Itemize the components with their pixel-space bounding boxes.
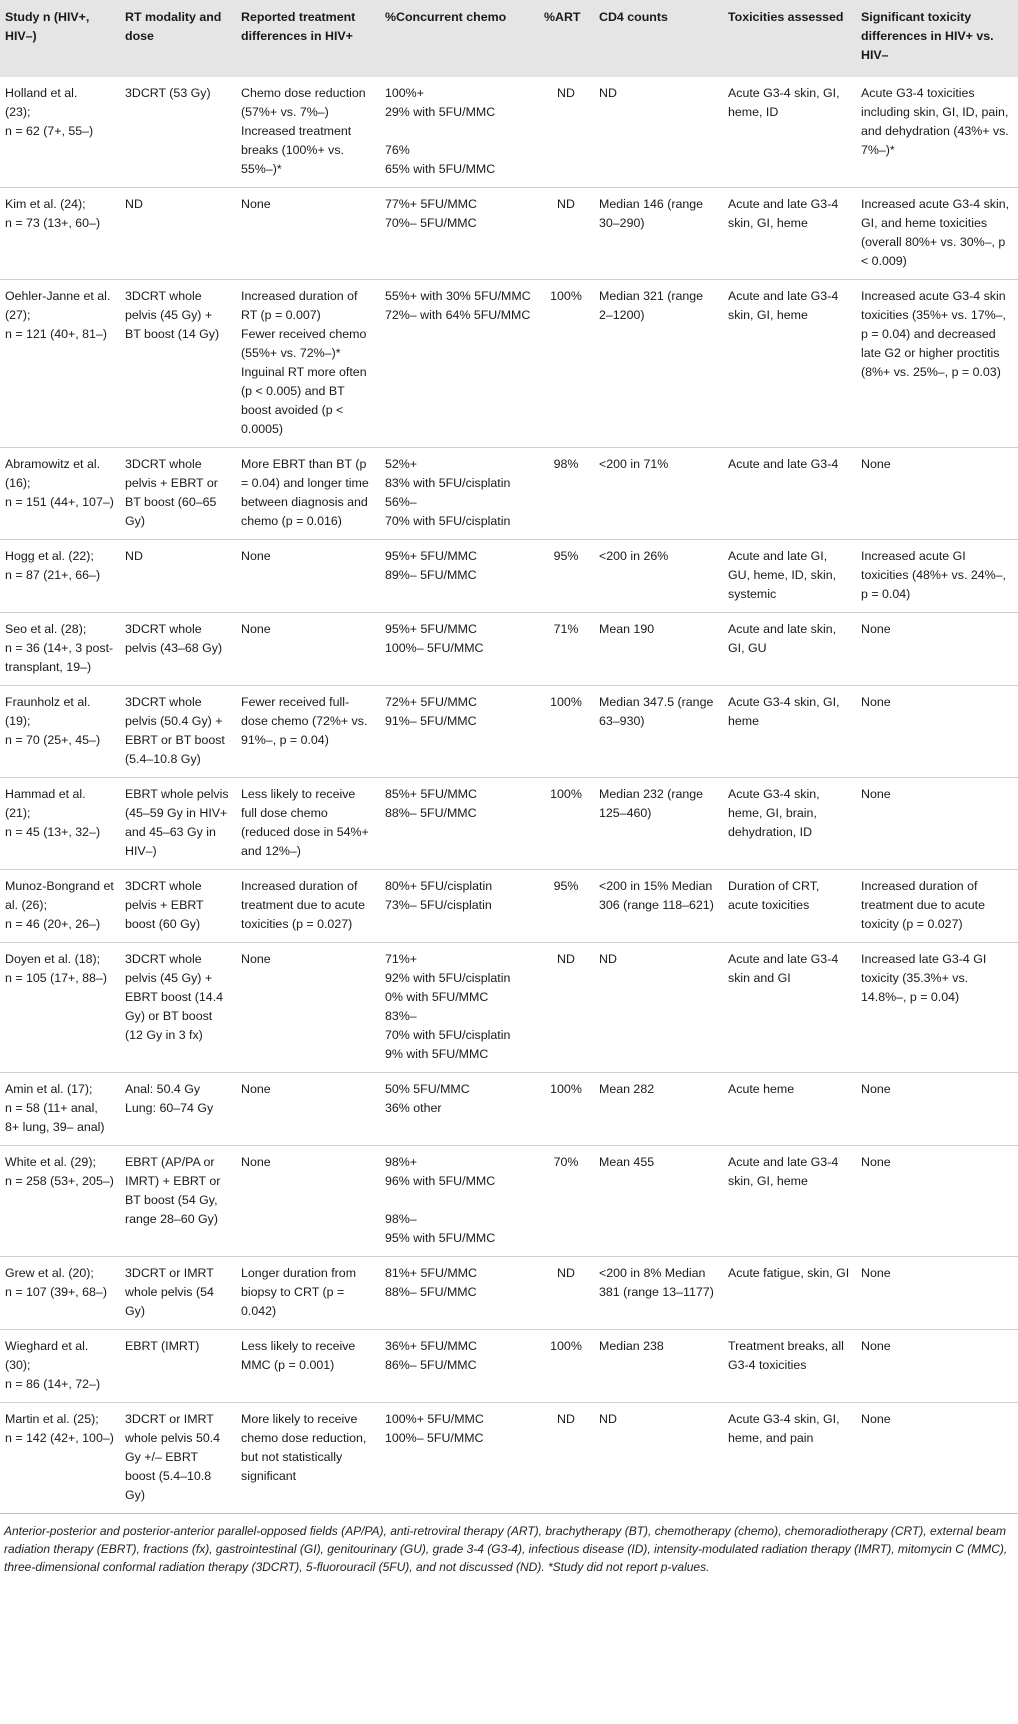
cell-concurrent-chemo-line: 50% 5FU/MMC xyxy=(385,1082,470,1096)
cell-study xyxy=(0,613,120,686)
cell-toxicities: Acute and late G3-4 skin, GI, heme xyxy=(723,1146,856,1257)
cell-concurrent-chemo xyxy=(380,1257,539,1330)
cell-toxicities: Acute and late G3-4 xyxy=(723,448,856,540)
cell-concurrent-chemo-line: 85%+ 5FU/MMC xyxy=(385,787,477,801)
cell-treatment-differences-line: None xyxy=(241,549,271,563)
cell-study xyxy=(0,188,120,280)
cell-cd4: Mean 282 xyxy=(594,1073,723,1146)
cell-concurrent-chemo xyxy=(380,77,539,188)
cell-study-line: Hogg et al. (22); xyxy=(5,549,94,563)
table-row xyxy=(0,188,1018,280)
cell-concurrent-chemo-line: 96% with 5FU/MMC xyxy=(385,1174,496,1188)
table-row xyxy=(0,686,1018,778)
cell-concurrent-chemo-line: 76% xyxy=(385,143,410,157)
cell-cd4: ND xyxy=(594,1403,723,1514)
cell-treatment-differences-line: None xyxy=(241,1155,271,1169)
cell-toxicity-differences: None xyxy=(856,1146,1018,1257)
cell-concurrent-chemo-line: 36% other xyxy=(385,1101,442,1115)
table-row xyxy=(0,1073,1018,1146)
cell-toxicity-differences: Increased duration of treatment due to acute toxicity (p = 0.027) xyxy=(856,870,1018,943)
table-row xyxy=(0,1146,1018,1257)
cell-art: 98% xyxy=(539,448,594,540)
table-body xyxy=(0,77,1018,1513)
cell-toxicity-differences: Increased acute G3-4 skin toxicities (35%+ vs. 17%–, p = 0.04) and decreased late G2 or higher proctitis (8%+ vs. 25%–, p = 0.03) xyxy=(856,280,1018,448)
cell-concurrent-chemo-line: 73%– 5FU/cisplatin xyxy=(385,898,492,912)
cell-rt-modality: 3DCRT whole pelvis (45 Gy) + BT boost (14 Gy) xyxy=(120,280,236,448)
cell-concurrent-chemo-line: 88%– 5FU/MMC xyxy=(385,1285,477,1299)
cell-concurrent-chemo-line xyxy=(385,1191,533,1210)
cell-concurrent-chemo-line: 100%– 5FU/MMC xyxy=(385,641,484,655)
cell-art: 70% xyxy=(539,1146,594,1257)
cell-rt-modality: EBRT (AP/PA or IMRT) + EBRT or BT boost (54 Gy, range 28–60 Gy) xyxy=(120,1146,236,1257)
cell-study-line: Holland et al. xyxy=(5,86,78,100)
cell-study xyxy=(0,778,120,870)
cell-concurrent-chemo xyxy=(380,280,539,448)
cell-treatment-differences-line: None xyxy=(241,952,271,966)
cell-concurrent-chemo-line: 9% with 5FU/MMC xyxy=(385,1047,489,1061)
cell-concurrent-chemo-line: 95%+ 5FU/MMC xyxy=(385,622,477,636)
cell-cd4: Mean 455 xyxy=(594,1146,723,1257)
cell-study-line: n = 36 (14+, 3 post-transplant, 19–) xyxy=(5,641,114,674)
cell-concurrent-chemo-line: 65% with 5FU/MMC xyxy=(385,162,496,176)
cell-toxicity-differences: None xyxy=(856,686,1018,778)
table-row xyxy=(0,1330,1018,1403)
table-row xyxy=(0,778,1018,870)
cell-study xyxy=(0,1403,120,1514)
cell-treatment-differences xyxy=(236,1257,380,1330)
cell-toxicities: Acute and late G3-4 skin, GI, heme xyxy=(723,188,856,280)
cell-concurrent-chemo-line: 98%– xyxy=(385,1212,417,1226)
cell-art: ND xyxy=(557,86,575,100)
cell-cd4: Mean 190 xyxy=(594,613,723,686)
cell-study-line: Amin et al. (17); xyxy=(5,1082,93,1096)
cell-treatment-differences xyxy=(236,1330,380,1403)
header-toxicities: Toxicities assessed xyxy=(728,10,844,24)
cell-treatment-differences xyxy=(236,280,380,448)
cell-concurrent-chemo-line: 100%– 5FU/MMC xyxy=(385,1431,484,1445)
cell-concurrent-chemo-line: 86%– 5FU/MMC xyxy=(385,1358,477,1372)
cell-concurrent-chemo-line: 100%+ 5FU/MMC xyxy=(385,1412,484,1426)
cell-treatment-differences xyxy=(236,1403,380,1514)
cell-toxicity-differences: None xyxy=(856,778,1018,870)
cell-treatment-differences xyxy=(236,77,380,188)
cell-cd4: Median 347.5 (range 63–930) xyxy=(594,686,723,778)
cell-study-line: Abramowitz et al. (16); xyxy=(5,457,101,490)
cell-art: ND xyxy=(539,943,594,1073)
cell-study xyxy=(0,448,120,540)
cell-toxicities: Acute heme xyxy=(723,1073,856,1146)
cell-study-line: n = 45 (13+, 32–) xyxy=(5,825,101,839)
cell-study-line: Doyen et al. (18); xyxy=(5,952,101,966)
table-header xyxy=(0,0,1018,77)
cell-toxicity-differences: None xyxy=(856,613,1018,686)
cell-toxicity-differences: Acute G3-4 toxicities including skin, GI, ID, pain, and dehydration (43%+ vs. 7%–)* xyxy=(861,86,1009,157)
cell-concurrent-chemo xyxy=(380,613,539,686)
header-treatment-differences: Reported treatment differences in HIV+ xyxy=(241,10,356,43)
cell-toxicities: Acute G3-4 skin, GI, heme, and pain xyxy=(723,1403,856,1514)
cell-study-line: Oehler-Janne et al. (27); xyxy=(5,289,111,322)
cell-rt-modality: 3DCRT whole pelvis (43–68 Gy) xyxy=(120,613,236,686)
cell-treatment-differences xyxy=(236,613,380,686)
cell-study-line: Munoz-Bongrand et al. (26); xyxy=(5,879,114,912)
cell-cd4: <200 in 26% xyxy=(594,540,723,613)
cell-study-line: n = 151 (44+, 107–) xyxy=(5,495,114,509)
cell-rt-modality: 3DCRT (53 Gy) xyxy=(125,86,211,100)
cell-treatment-differences xyxy=(236,1073,380,1146)
cell-cd4: Median 321 (range 2–1200) xyxy=(594,280,723,448)
cell-toxicities: Acute and late skin, GI, GU xyxy=(723,613,856,686)
cell-cd4: ND xyxy=(599,86,617,100)
cell-concurrent-chemo-line: 36%+ 5FU/MMC xyxy=(385,1339,477,1353)
cell-study xyxy=(0,280,120,448)
cell-concurrent-chemo-line: 71%+ xyxy=(385,952,418,966)
cell-toxicity-differences: None xyxy=(856,448,1018,540)
cell-art: ND xyxy=(539,1403,594,1514)
cell-rt-modality: ND xyxy=(120,540,236,613)
cell-concurrent-chemo-line: 100%+ xyxy=(385,86,424,100)
cell-treatment-differences-line: None xyxy=(241,622,271,636)
cell-concurrent-chemo-line: 72%+ 5FU/MMC xyxy=(385,695,477,709)
cell-art: 100% xyxy=(539,280,594,448)
cell-art: 100% xyxy=(539,1073,594,1146)
table-row xyxy=(0,540,1018,613)
table-row xyxy=(0,448,1018,540)
cell-treatment-differences-line: Fewer received chemo (55%+ vs. 72%–)* xyxy=(241,327,367,360)
cell-toxicities: Acute and late GI, GU, heme, ID, skin, systemic xyxy=(723,540,856,613)
cell-study xyxy=(0,540,120,613)
header-concurrent-chemo: %Concurrent chemo xyxy=(385,10,507,24)
cell-concurrent-chemo-line: 80%+ 5FU/cisplatin xyxy=(385,879,493,893)
cell-toxicities: Acute G3-4 skin, GI, heme, ID xyxy=(728,86,840,119)
cell-toxicity-differences: Increased acute G3-4 skin, GI, and heme toxicities (overall 80%+ vs. 30%–, p < 0.009) xyxy=(856,188,1018,280)
cell-concurrent-chemo xyxy=(380,1146,539,1257)
cell-treatment-differences-line: Less likely to receive full dose chemo (reduced dose in 54%+ and 12%–) xyxy=(241,787,369,858)
cell-concurrent-chemo xyxy=(380,1403,539,1514)
cell-treatment-differences-line: Longer duration from biopsy to CRT (p = 0.042) xyxy=(241,1266,357,1318)
cell-rt-modality: ND xyxy=(120,188,236,280)
cell-toxicities: Treatment breaks, all G3-4 toxicities xyxy=(723,1330,856,1403)
cell-treatment-differences-line: More EBRT than BT (p = 0.04) and longer time between diagnosis and chemo (p = 0.016) xyxy=(241,457,369,528)
cell-concurrent-chemo-line: 83% with 5FU/cisplatin xyxy=(385,476,511,490)
cell-treatment-differences-line: Increased treatment breaks (100%+ vs. 55%–)* xyxy=(241,124,352,176)
cell-treatment-differences-line: More likely to receive chemo dose reduction, but not statistically significant xyxy=(241,1412,367,1483)
cell-treatment-differences-line: None xyxy=(241,1082,271,1096)
table-row xyxy=(0,280,1018,448)
cell-study-line: Grew et al. (20); xyxy=(5,1266,94,1280)
cell-concurrent-chemo-line: 72%– with 64% 5FU/MMC xyxy=(385,308,531,322)
cell-study xyxy=(0,1330,120,1403)
cell-study xyxy=(0,1073,120,1146)
cell-toxicity-differences: None xyxy=(856,1403,1018,1514)
cell-study xyxy=(0,686,120,778)
cell-rt-modality: EBRT whole pelvis (45–59 Gy in HIV+ and 45–63 Gy in HIV–) xyxy=(120,778,236,870)
cell-cd4: ND xyxy=(594,943,723,1073)
cell-cd4: Median 146 (range 30–290) xyxy=(594,188,723,280)
cell-treatment-differences-line: Increased duration of treatment due to acute toxicities (p = 0.027) xyxy=(241,879,365,931)
header-art: %ART xyxy=(544,10,581,24)
cell-study-line: n = 70 (25+, 45–) xyxy=(5,733,101,747)
cell-treatment-differences xyxy=(236,943,380,1073)
cell-concurrent-chemo-line: 0% with 5FU/MMC xyxy=(385,990,489,1004)
cell-study-line: n = 86 (14+, 72–) xyxy=(5,1377,101,1391)
cell-treatment-differences-line: None xyxy=(241,197,271,211)
cell-art: 100% xyxy=(539,778,594,870)
cell-toxicity-differences: None xyxy=(856,1257,1018,1330)
cell-study-line: n = 62 (7+, 55–) xyxy=(5,124,94,138)
cell-rt-modality: 3DCRT or IMRT whole pelvis (54 Gy) xyxy=(120,1257,236,1330)
cell-concurrent-chemo xyxy=(380,448,539,540)
cell-treatment-differences xyxy=(236,540,380,613)
cell-treatment-differences xyxy=(236,1146,380,1257)
cell-toxicity-differences: None xyxy=(856,1330,1018,1403)
table-row xyxy=(0,1403,1018,1514)
cell-treatment-differences-line: Less likely to receive MMC (p = 0.001) xyxy=(241,1339,356,1372)
cell-art: ND xyxy=(539,1257,594,1330)
cell-rt-modality: 3DCRT whole pelvis (50.4 Gy) + EBRT or BT boost (5.4–10.8 Gy) xyxy=(120,686,236,778)
cell-treatment-differences-line: Increased duration of RT (p = 0.007) xyxy=(241,289,358,322)
cell-concurrent-chemo-line: 55%+ with 30% 5FU/MMC xyxy=(385,289,531,303)
cell-rt-modality: 3DCRT whole pelvis + EBRT or BT boost (60–65 Gy) xyxy=(120,448,236,540)
cell-study xyxy=(0,1257,120,1330)
cell-concurrent-chemo xyxy=(380,870,539,943)
cell-study-line: Hammad et al. (21); xyxy=(5,787,86,820)
cell-art: 100% xyxy=(539,1330,594,1403)
cell-rt-modality: 3DCRT or IMRT whole pelvis 50.4 Gy +/– EBRT boost (5.4–10.8 Gy) xyxy=(120,1403,236,1514)
cell-concurrent-chemo xyxy=(380,686,539,778)
cell-concurrent-chemo-line: 70%– 5FU/MMC xyxy=(385,216,477,230)
cell-concurrent-chemo xyxy=(380,1073,539,1146)
cell-study-line: n = 142 (42+, 100–) xyxy=(5,1431,114,1445)
cell-toxicities: Acute G3-4 skin, GI, heme xyxy=(723,686,856,778)
cell-study-line: n = 121 (40+, 81–) xyxy=(5,327,107,341)
header-rt-modality: RT modality and dose xyxy=(125,10,222,43)
table-row xyxy=(0,870,1018,943)
cell-cd4: <200 in 8% Median 381 (range 13–1177) xyxy=(594,1257,723,1330)
table-row xyxy=(0,613,1018,686)
cell-study-line: n = 105 (17+, 88–) xyxy=(5,971,107,985)
cell-concurrent-chemo-line: 95%+ 5FU/MMC xyxy=(385,549,477,563)
cell-concurrent-chemo-line: 52%+ xyxy=(385,457,418,471)
cell-study-line: n = 58 (11+ anal, 8+ lung, 39– anal) xyxy=(5,1101,105,1134)
cell-concurrent-chemo xyxy=(380,540,539,613)
cell-study-line: (23); xyxy=(5,105,31,119)
cell-study xyxy=(0,870,120,943)
cell-cd4: <200 in 15% Median 306 (range 118–621) xyxy=(594,870,723,943)
cell-concurrent-chemo xyxy=(380,188,539,280)
cell-study-line: Fraunholz et al. (19); xyxy=(5,695,91,728)
cell-concurrent-chemo-line: 70% with 5FU/cisplatin xyxy=(385,1028,511,1042)
cell-art: 95% xyxy=(539,540,594,613)
cell-concurrent-chemo xyxy=(380,1330,539,1403)
cell-art: ND xyxy=(539,188,594,280)
cell-study-line: n = 107 (39+, 68–) xyxy=(5,1285,107,1299)
cell-concurrent-chemo-line: 95% with 5FU/MMC xyxy=(385,1231,496,1245)
table-row xyxy=(0,77,1018,188)
cell-cd4: Median 238 xyxy=(594,1330,723,1403)
cell-study-line: Wieghard et al. (30); xyxy=(5,1339,89,1372)
cell-art: 95% xyxy=(539,870,594,943)
header-cd4: CD4 counts xyxy=(599,10,668,24)
cell-toxicities: Acute and late G3-4 skin and GI xyxy=(723,943,856,1073)
cell-cd4: Median 232 (range 125–460) xyxy=(594,778,723,870)
header-toxicity-differences: Significant toxicity differences in HIV+ vs. HIV– xyxy=(861,10,994,62)
cell-rt-modality: EBRT (IMRT) xyxy=(120,1330,236,1403)
cell-toxicities: Acute G3-4 skin, heme, GI, brain, dehydration, ID xyxy=(723,778,856,870)
cell-concurrent-chemo-line: 56%– xyxy=(385,495,417,509)
cell-study xyxy=(0,77,120,188)
cell-treatment-differences-line: Chemo dose reduction (57%+ vs. 7%–) xyxy=(241,86,366,119)
cell-concurrent-chemo-line: 29% with 5FU/MMC xyxy=(385,105,496,119)
cell-concurrent-chemo xyxy=(380,943,539,1073)
cell-treatment-differences xyxy=(236,778,380,870)
cell-toxicity-differences: Increased acute GI toxicities (48%+ vs. 24%–, p = 0.04) xyxy=(856,540,1018,613)
cell-treatment-differences xyxy=(236,188,380,280)
cell-concurrent-chemo-line: 70% with 5FU/cisplatin xyxy=(385,514,511,528)
cell-treatment-differences xyxy=(236,448,380,540)
cell-treatment-differences-line: Fewer received full-dose chemo (72%+ vs. 91%–, p = 0.04) xyxy=(241,695,368,747)
cell-study-line: n = 258 (53+, 205–) xyxy=(5,1174,114,1188)
cell-study-line: White et al. (29); xyxy=(5,1155,96,1169)
table-footnote: Anterior-posterior and posterior-anterior parallel-opposed fields (AP/PA), anti-retroviral therapy (ART), brachytherapy (BT), chemotherapy (chemo), chemoradiotherapy (CRT), external beam radiation therapy (EBRT), fractions (fx), gastrointestinal (GI), genitourinary (GU), grade 3-4 (G3-4), infectious disease (ID), intensity-modulated radiation therapy (IMRT), mitomycin C (MMC), three-dimensional conformal radiation therapy (3DCRT), 5-fluorouracil (5FU), and not discussed (ND). *Study did not report p-values. xyxy=(0,1513,1018,1576)
cell-toxicities: Acute and late G3-4 skin, GI, heme xyxy=(723,280,856,448)
cell-treatment-differences-line: Inguinal RT more often (p < 0.005) and BT boost avoided (p < 0.0005) xyxy=(241,365,367,436)
cell-study xyxy=(0,1146,120,1257)
cell-concurrent-chemo-line: 77%+ 5FU/MMC xyxy=(385,197,477,211)
table-row xyxy=(0,1257,1018,1330)
cell-concurrent-chemo-line: 98%+ xyxy=(385,1155,418,1169)
cell-art: 71% xyxy=(539,613,594,686)
cell-study-line: n = 87 (21+, 66–) xyxy=(5,568,101,582)
cell-study-line: n = 46 (20+, 26–) xyxy=(5,917,101,931)
cell-concurrent-chemo-line: 89%– 5FU/MMC xyxy=(385,568,477,582)
cell-study-line: Martin et al. (25); xyxy=(5,1412,99,1426)
cell-toxicity-differences: Increased late G3-4 GI toxicity (35.3%+ vs. 14.8%–, p = 0.04) xyxy=(856,943,1018,1073)
table-row xyxy=(0,943,1018,1073)
cell-cd4: <200 in 71% xyxy=(594,448,723,540)
cell-rt-modality: 3DCRT whole pelvis (45 Gy) + EBRT boost (14.4 Gy) or BT boost (12 Gy in 3 fx) xyxy=(120,943,236,1073)
header-row xyxy=(0,0,1018,77)
cell-concurrent-chemo xyxy=(380,778,539,870)
cell-study-line: n = 73 (13+, 60–) xyxy=(5,216,101,230)
cell-study xyxy=(0,943,120,1073)
cell-concurrent-chemo-line: 83%– xyxy=(385,1009,417,1023)
cell-art: 100% xyxy=(539,686,594,778)
cell-study-line: Kim et al. (24); xyxy=(5,197,86,211)
cell-concurrent-chemo-line: 81%+ 5FU/MMC xyxy=(385,1266,477,1280)
cell-concurrent-chemo-line: 92% with 5FU/cisplatin xyxy=(385,971,511,985)
cell-concurrent-chemo-line: 88%– 5FU/MMC xyxy=(385,806,477,820)
cell-treatment-differences xyxy=(236,686,380,778)
cell-concurrent-chemo-line xyxy=(385,122,533,141)
cell-rt-modality: 3DCRT whole pelvis + EBRT boost (60 Gy) xyxy=(120,870,236,943)
cell-toxicities: Duration of CRT, acute toxicities xyxy=(723,870,856,943)
cell-study-line: Seo et al. (28); xyxy=(5,622,87,636)
cell-concurrent-chemo-line: 91%– 5FU/MMC xyxy=(385,714,477,728)
cell-toxicities: Acute fatigue, skin, GI xyxy=(723,1257,856,1330)
cell-rt-modality: Anal: 50.4 Gy Lung: 60–74 Gy xyxy=(120,1073,236,1146)
cell-toxicity-differences: None xyxy=(856,1073,1018,1146)
cell-treatment-differences xyxy=(236,870,380,943)
header-study: Study n (HIV+, HIV–) xyxy=(5,10,90,43)
